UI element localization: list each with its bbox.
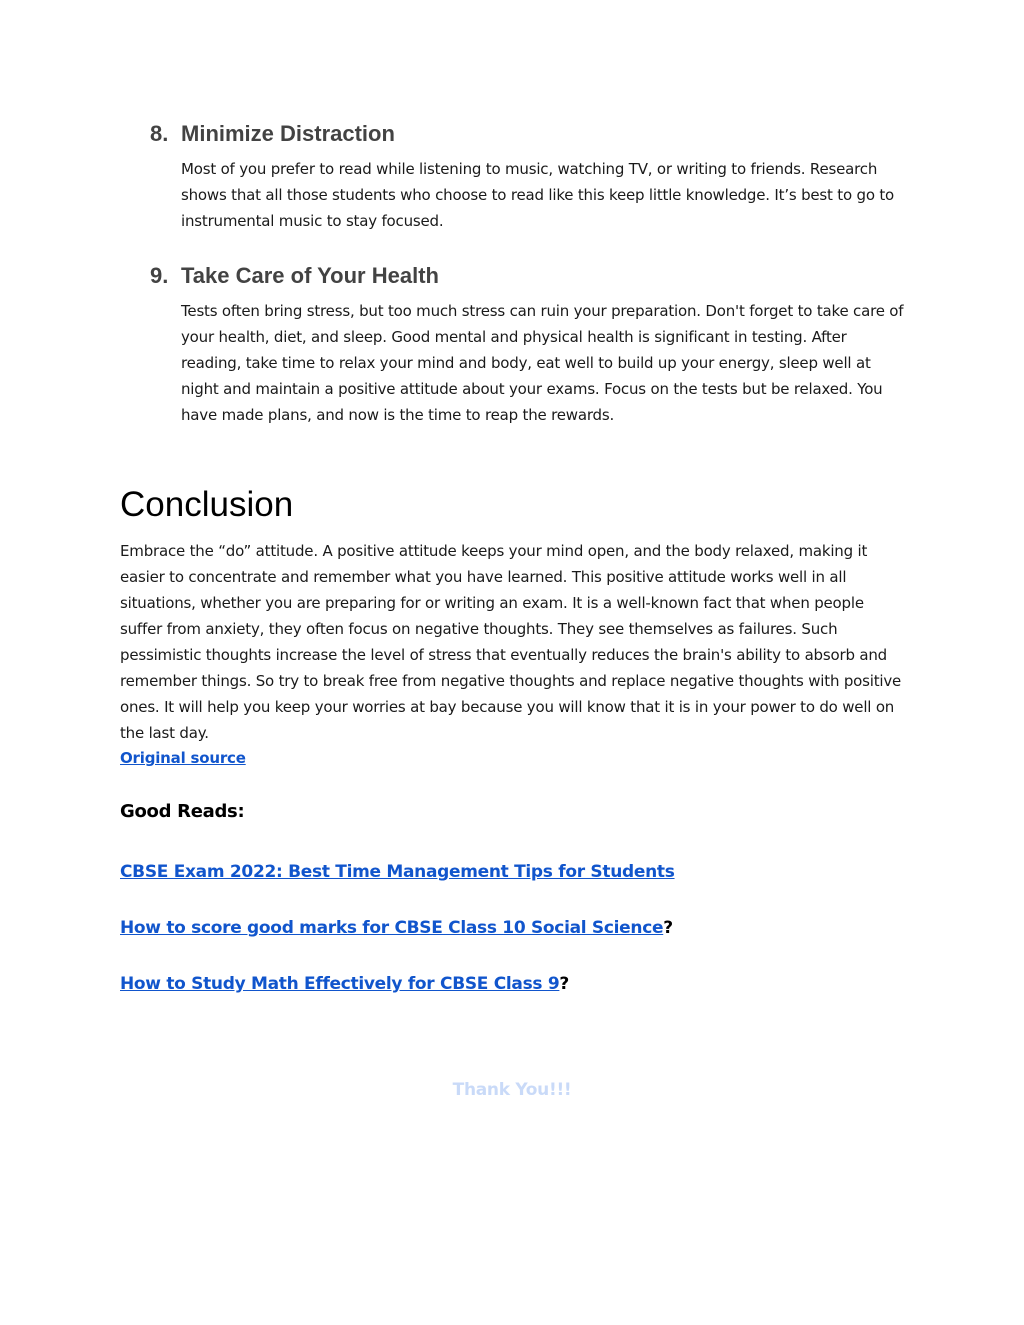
good-read-item xyxy=(120,858,675,886)
closing-text: Thank You!!! xyxy=(452,1080,572,1100)
good-read-item xyxy=(120,970,569,998)
section-body: Most of you prefer to read while listening to music, watching TV, or writing to friends. Research shows that all those students who choose to read like this keep little knowledge. It’s best to go to instrumental music to stay focused. xyxy=(181,160,895,230)
section-heading xyxy=(150,262,910,290)
good-read-link-social-science[interactable]: How to score good marks for CBSE Class 10 Social Science xyxy=(120,918,664,938)
list-item-take-care-of-health xyxy=(150,262,910,428)
section-heading xyxy=(150,120,910,148)
good-read-link-time-management[interactable]: CBSE Exam 2022: Best Time Management Tips for Students xyxy=(120,862,675,882)
section-heading-text: Take Care of Your Health xyxy=(181,263,439,288)
good-read-link-math-class-9[interactable]: How to Study Math Effectively for CBSE Class 9 xyxy=(120,974,560,994)
section-body: Tests often bring stress, but too much stress can ruin your preparation. Don't forget to take care of your health, diet, and sleep. Good mental and physical health is significant in testing. After reading, take time to relax your mind and body, eat well to build up your energy, sleep well at night and maintain a positive attitude about your exams. Focus on the tests but be relaxed. You have made plans, and now is the time to reap the rewards. xyxy=(181,302,904,424)
section-heading-text: Minimize Distraction xyxy=(181,121,395,146)
good-read-suffix: ? xyxy=(559,974,569,994)
list-item-minimize-distraction xyxy=(150,120,910,234)
list-number: 9. xyxy=(150,263,169,288)
conclusion-body: Embrace the “do” attitude. A positive attitude keeps your mind open, and the body relaxed, making it easier to concentrate and remember what you have learned. This positive attitude works well in all situations, whether you are preparing for or writing an exam. It is a well-known fact that when people suffer from anxiety, they often focus on negative thoughts. They see themselves as failures. Such pessimistic thoughts increase the level of stress that eventually reduces the brain's ability to absorb and remember things. So try to break free from negative thoughts and replace negative thoughts with positive ones. It will help you keep your worries at bay because you will know that it is in your power to do well on the last day. xyxy=(120,542,902,742)
list-number: 8. xyxy=(150,121,169,146)
conclusion-heading: Conclusion xyxy=(120,485,294,524)
good-reads-heading: Good Reads: xyxy=(120,801,245,822)
original-source-link[interactable]: Original source xyxy=(120,749,246,767)
good-read-suffix: ? xyxy=(663,918,673,938)
good-read-item xyxy=(120,914,673,942)
